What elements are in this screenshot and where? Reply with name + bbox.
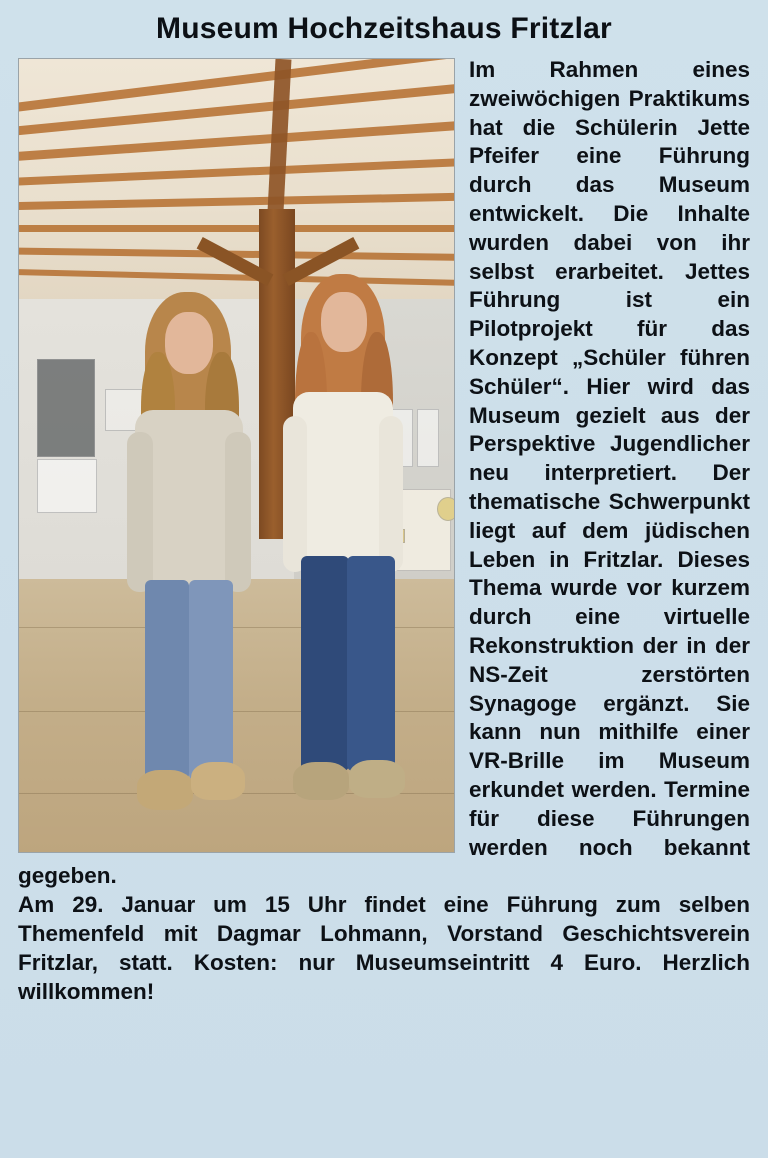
page-title: Museum Hochzeitshaus Fritzlar xyxy=(156,12,612,45)
person-left xyxy=(115,292,255,832)
ceiling-beam xyxy=(19,155,454,187)
jeans-leg xyxy=(189,580,233,780)
sweater xyxy=(293,392,393,562)
person-right xyxy=(269,274,409,834)
shoe xyxy=(349,760,405,798)
jeans-leg xyxy=(145,580,189,780)
jeans-leg xyxy=(301,556,349,771)
article-paragraph-2: Am 29. Januar um 15 Uhr findet eine Führung zum selben Themenfeld mit Dagmar Lohmann, Vorstand Geschichtsverein Fritzlar, statt. Kosten: nur Museumseintritt 4 Euro. Herzlich willkommen! xyxy=(18,892,750,1004)
shoe xyxy=(137,770,193,810)
sleeve xyxy=(225,432,251,592)
ceiling-beam xyxy=(19,191,454,211)
exhibit-panel xyxy=(37,359,95,457)
face xyxy=(321,292,367,352)
sleeve xyxy=(127,432,153,592)
shoe xyxy=(191,762,245,800)
ceiling-beam xyxy=(19,225,454,232)
sleeve xyxy=(379,416,403,572)
sleeve xyxy=(283,416,307,572)
display-bowl xyxy=(437,497,455,521)
article-paragraph-1: Im Rahmen eines zweiwöchigen Praktikums hat die Schülerin Jette Pfeifer eine Führung durch das Museum entwickelt. Die Inhalte wurden dabei von ihr selbst erarbeitet. Jettes Führung ist ein Pilotprojekt für das Konzept „Schüler führen Schüler“. Hier wird das Museum gezielt aus der Perspektive Jugendlicher neu interpretiert. Der thematische Schwerpunkt liegt auf dem jüdischen Leben in Fritzlar. Dieses Thema wurde vor kurzem durch eine virtuelle Rekonstruktion der in der NS-Zeit zerstörten Synagoge ergänzt. Sie kann nun mithilfe einer VR-Brille im Museum erkundet werden. Termine für diese Führungen werden noch bekannt gegeben. xyxy=(18,57,750,889)
exhibit-object xyxy=(417,409,439,467)
shoe xyxy=(293,762,349,800)
jeans-leg xyxy=(347,556,395,771)
exhibit-case xyxy=(37,459,97,513)
face xyxy=(165,312,213,374)
article-photo xyxy=(18,58,455,853)
